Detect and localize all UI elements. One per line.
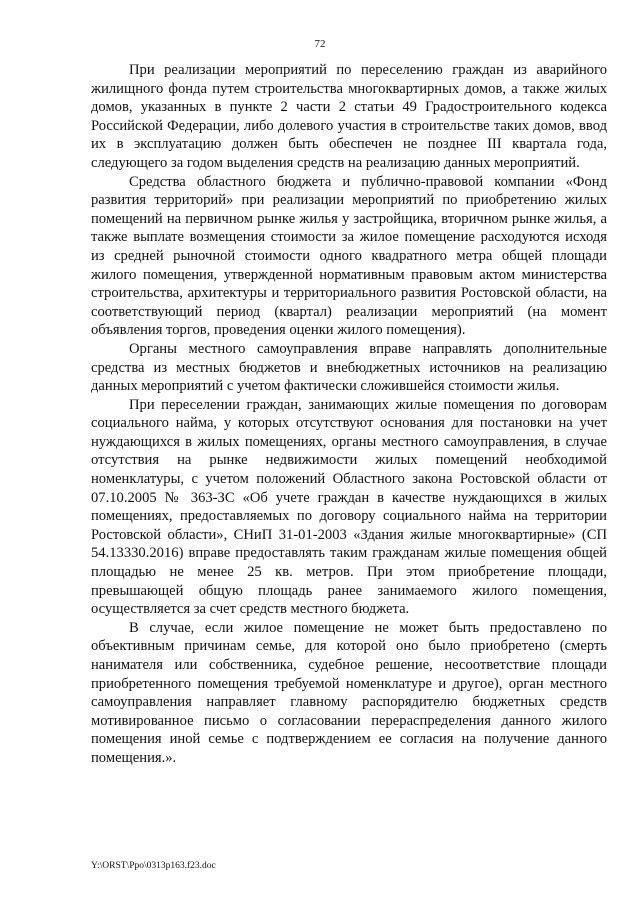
page-number: 72 (314, 38, 326, 50)
paragraph-regional-budget-funds: Средства областного бюджета и публично-правовой компании «Фонд развития территорий» при реализации мероприятий по приобретению жилых помещений на первичном рынке жилья у застройщика, вторичном рынке жилья, а также выплате возмещения стоимости за жилое помещение расходуются исходя из средней рыночной стоимости одного квадратного метра общей площади жилого помещения, утвержденной нормативным правовым актом министерства строительства, архитектуры и территориального развития Ростовской области, на соответствующий период (квартал) реализации мероприятий (на момент объявления торгов, проведения оценки жилого помещения). (91, 173, 607, 339)
paragraph-local-government-funds: Органы местного самоуправления вправе направлять дополнительные средства из местных бюджетов и внебюджетных источников на реализацию данных мероприятий с учетом фактически сложившейся стоимости жилья. (91, 340, 607, 395)
paragraph-social-rent-resettlement: При переселении граждан, занимающих жилые помещения по договорам социального найма, у которых отсутствуют основания для постановки на учет нуждающихся в жилых помещениях, органы местного самоуправления, в случае отсутствия на рынке недвижимости жилых помещений необходимой номенклатуры, с учетом положений Областного закона Ростовской области от 07.10.2005 № 363-ЗС «Об учете граждан в качестве нуждающихся в жилых помещениях, предоставляемых по договору социального найма на территории Ростовской области», СНиП 31-01-2003 «Здания жилые многоквартирные» (СП 54.13330.2016) вправе предоставлять таким гражданам жилые помещения общей площадью не менее 25 кв. метров. При этом приобретение площади, превышающей общую площадь ранее занимаемого жилого помещения, осуществляется за счет средств местного бюджета. (91, 396, 607, 618)
paragraph-resettlement-construction: При реализации мероприятий по переселению граждан из аварийного жилищного фонда путем строительства многоквартирных домов, а также жилых домов, указанных в пункте 2 части 2 статьи 49 Градостроительного кодекса Российской Федерации, либо долевого участия в строительстве таких домов, ввод их в эксплуатацию должен быть обеспечен не позднее III квартала года, следующего за годом выделения средств на реализацию данных мероприятий. (91, 62, 607, 171)
footer-file-path: Y:\ORST\Ppo\0313p163.f23.doc (91, 861, 216, 871)
paragraph-reallocation-case: В случае, если жилое помещение не может быть предоставлено по объективным причинам семье, для которой оно было приобретено (смерть нанимателя или собственника, судебное решение, несоответствие площади приобретенного помещения требуемой номенклатуре и другое), орган местного самоуправления направляет главному распорядителю бюджетных средств мотивированное письмо о согласовании перераспределения данного жилого помещения иной семье с подтверждением ее согласия на получение данного помещения.». (91, 619, 607, 766)
document-body (91, 61, 607, 768)
